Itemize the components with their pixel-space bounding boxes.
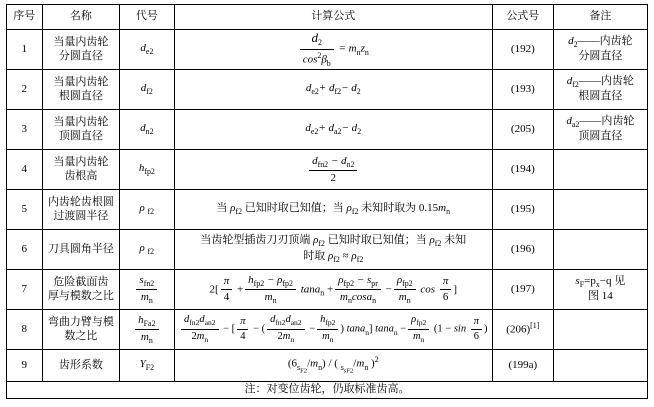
table-row [7,310,648,350]
cell-formula: $d_{e2}+ d_{f2}- d_2$ [174,70,492,110]
cell-name: 当量内齿轮 齿根高 [42,150,120,190]
cell-note [553,150,647,190]
table-footer-row [7,382,648,399]
cell-number: (205) [492,110,553,150]
cell-number: (192) [492,30,553,70]
cell-seq: 1 [7,30,43,70]
cell-note [553,310,647,350]
cell-number: (194) [492,150,553,190]
cell-symbol: $d_{e2}$ [120,30,174,70]
table-body [7,30,648,399]
table-row [7,70,648,110]
cell-name: 当量内齿轮 根圆直径 [42,70,120,110]
cell-name: 当量内齿轮 分圆直径 [42,30,120,70]
table-row [7,350,648,382]
col-header-seq: 序号 [7,5,43,30]
cell-number: (206)[1] [492,310,553,350]
cell-formula: 2[ $\frac{\pi}{4}$ + $\frac{h_{fp2} - \rho_{fp2}}{m_n}$ tana$_n$ + $\frac{\rho_{fp2} - s_{pr}}{m_n\cos a_n}$ − $\frac{\rho_{fp2}}{m_n}$ cos $\frac{\pi}{6}$ ] [174,270,492,310]
col-header-formula: 计算公式 [174,5,492,30]
cell-note: $s_F=p_x-q$ 见 图 14 [553,270,647,310]
cell-formula: $(6_{s_{F2}}/m_n)$ / ( $_{s_{sF2}}/m_n$ )$^2$ [174,350,492,382]
cell-formula: 当齿轮型插齿刀刃顶端 $\rho_{f2}$ 已知时取已知值；当 $\rho_{f2}$ 未知 时取 $\rho_{f2} \approx \rho_{f2}$ [174,230,492,270]
col-header-number: 公式号 [492,5,553,30]
col-header-note: 备注 [553,5,647,30]
col-header-name: 名称 [42,5,120,30]
cell-seq: 7 [7,270,43,310]
footer-note: 注：对变位齿轮，仍取标准齿高。 [7,382,648,399]
col-header-symbol: 代号 [120,5,174,30]
cell-seq: 6 [7,230,43,270]
cell-note: $d_{a2}——$内齿轮 顶圆直径 [553,110,647,150]
cell-seq: 2 [7,70,43,110]
cell-name: 当量内齿轮 顶圆直径 [42,110,120,150]
cell-note: $d_2——$内齿轮 分圆直径 [553,30,647,70]
cell-number: (199a) [492,350,553,382]
cell-note [553,230,647,270]
table-row [7,230,648,270]
cell-symbol: $d_{f2}$ [120,70,174,110]
cell-note [553,190,647,230]
header-row [7,5,648,30]
cell-name: 齿形系数 [42,350,120,382]
table-header [7,5,648,30]
cell-formula: $d_{e2}+ d_{a2}- d_2$ [174,110,492,150]
cell-name: 内齿轮齿根圆 过渡圆半径 [42,190,120,230]
cell-name: 刀具圆角半径 [42,230,120,270]
cell-symbol: ρ $_{f2}$ [120,190,174,230]
cell-seq: 4 [7,150,43,190]
cell-symbol: $Y_{F2}$ [120,350,174,382]
table-row [7,110,648,150]
cell-formula: $\frac{d_{fn2}d_{an2}}{2m_n}$ − [ $\frac{\pi}{4}$ − ( $\frac{d_{fn2}d_{an2}}{2m_n}$ − $\frac{h_{fp2}}{m_n}$ ) tana$_n$] tana$_n$ − $\frac{\rho_{fp2}}{m_n}$ (1 − sin $\frac{\pi}{6}$ ) [174,310,492,350]
cell-number: (197) [492,270,553,310]
table-row [7,150,648,190]
cell-number: (195) [492,190,553,230]
cell-formula: $\frac{d_2}{\cos^2\beta_b}$ = $m_nz_n$ [174,30,492,70]
table-row [7,30,648,70]
cell-symbol: $\frac{h_{Fa2}}{m_n}$ [120,310,174,350]
cell-formula: 当 $\rho_{f2}$ 已知时取已知值；当 $\rho_{f2}$ 未知时取为 $0.15m_n$ [174,190,492,230]
cell-number: (193) [492,70,553,110]
cell-seq: 5 [7,190,43,230]
cell-name: 弯曲力臂与模 数之比 [42,310,120,350]
cell-symbol: $\frac{s_{fn2}}{m_n}$ [120,270,174,310]
cell-note [553,350,647,382]
table-row [7,190,648,230]
cell-symbol: ρ $_{f2}$ [120,230,174,270]
cell-seq: 8 [7,310,43,350]
formula-table [6,4,648,399]
cell-formula: $\frac{d_{fn2} - d_{n2}}{2}$ [174,150,492,190]
cell-symbol: $h_{fp2}$ [120,150,174,190]
cell-note: $d_{f2}——$内齿轮 根圆直径 [553,70,647,110]
cell-symbol: $d_{n2}$ [120,110,174,150]
cell-seq: 9 [7,350,43,382]
cell-name: 危险截面齿 厚与模数之比 [42,270,120,310]
cell-seq: 3 [7,110,43,150]
table-row [7,270,648,310]
cell-number: (196) [492,230,553,270]
